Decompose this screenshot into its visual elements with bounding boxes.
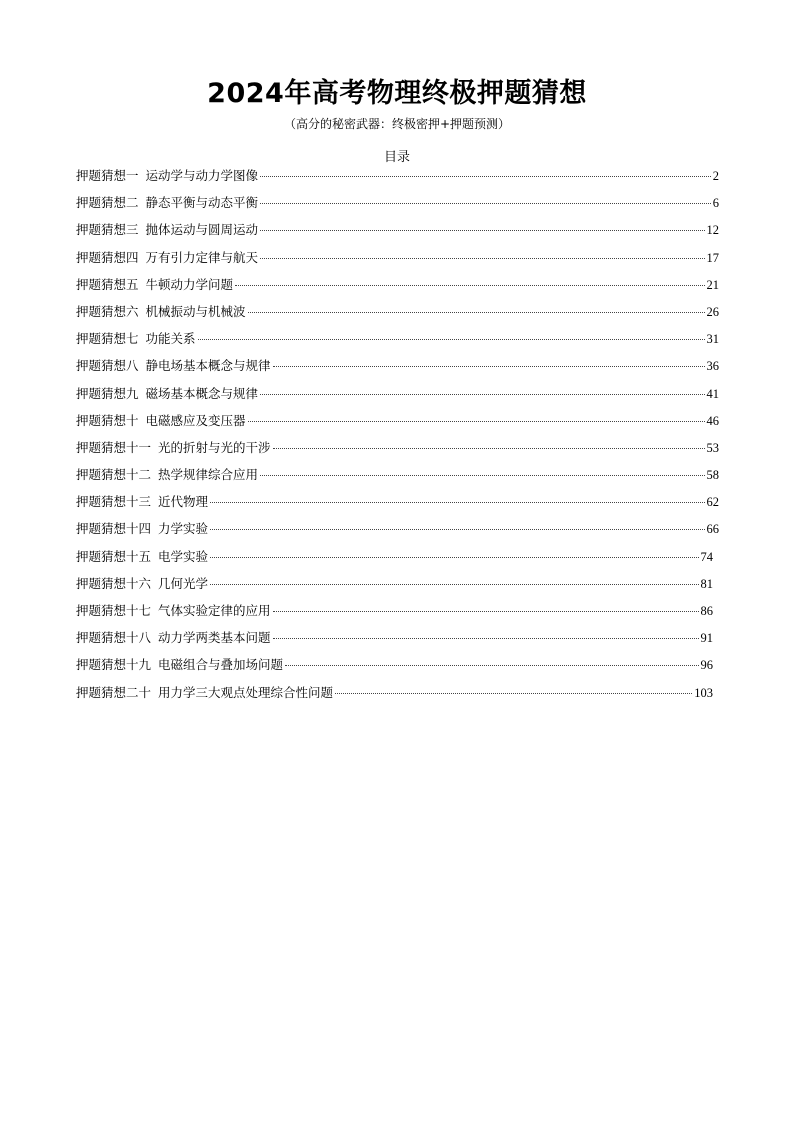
document-title: 2024年高考物理终极押题猜想 [207,78,587,109]
toc-entry[interactable] [76,492,719,519]
toc-dot-leader [260,475,704,476]
toc-entry-page: 21 [706,277,719,292]
toc-entry-topic: 功能关系 [145,331,196,347]
toc-entry-number: 押题猜想十五 [76,548,152,564]
toc-dot-leader [260,258,704,259]
toc-dot-leader [235,285,704,286]
toc-entry-number: 押题猜想九 [76,385,139,401]
toc-entry-topic: 几何光学 [158,575,209,591]
toc-entry-topic: 热学规律综合应用 [158,467,259,483]
toc-entry[interactable] [76,166,719,193]
toc-entry-page: 26 [706,304,719,319]
toc-entry[interactable] [76,329,719,356]
toc-entry[interactable] [76,465,719,492]
toc-dot-leader [285,665,698,666]
toc-entry-page: 17 [706,250,719,265]
toc-entry[interactable] [76,655,719,682]
toc-entry[interactable] [76,193,719,220]
toc-entry-number: 押题猜想二 [76,195,139,211]
toc-entry-number: 押题猜想十三 [76,494,152,510]
toc-entry-number: 押题猜想八 [76,358,139,374]
toc-entry[interactable] [76,438,719,465]
toc-entry-page: 31 [706,332,719,347]
toc-dot-leader [198,339,705,340]
toc-entry-topic: 万有引力定律与航天 [145,249,259,265]
table-of-contents [76,166,719,710]
toc-entry-topic: 用力学三大观点处理综合性问题 [158,684,334,700]
toc-dot-leader [248,421,705,422]
toc-entry-page: 58 [706,468,719,483]
toc-entry-number: 押题猜想六 [76,303,139,319]
toc-entry-number: 押题猜想一 [76,168,139,183]
toc-entry-page: 103 [694,685,713,700]
toc-entry-page: 46 [706,413,719,428]
toc-entry-page: 66 [706,522,719,537]
toc-entry-topic: 力学实验 [158,521,209,537]
toc-entry-page: 62 [706,495,719,510]
toc-dot-leader [273,638,699,639]
toc-entry[interactable] [76,220,719,247]
toc-entry[interactable] [76,683,719,710]
toc-heading: 目录 [383,150,410,165]
toc-entry-topic: 运动学与动力学图像 [145,168,259,183]
toc-entry[interactable] [76,302,719,329]
toc-entry-number: 押题猜想十八 [76,630,152,646]
document-subtitle: （高分的秘密武器：终极密押+押题预测） [283,117,511,131]
toc-dot-leader [260,203,711,204]
toc-entry-topic: 电磁组合与叠加场问题 [158,657,284,673]
toc-entry-topic: 静电场基本概念与规律 [145,358,271,374]
toc-entry-number: 押题猜想五 [76,276,139,292]
toc-entry-number: 押题猜想二十 [76,684,152,700]
toc-dot-leader [260,230,704,231]
toc-entry[interactable] [76,248,719,275]
toc-dot-leader [260,394,704,395]
toc-entry-topic: 动力学两类基本问题 [158,630,271,646]
toc-entry-topic: 近代物理 [158,494,209,510]
toc-entry[interactable] [76,628,719,655]
toc-entry-topic: 电学实验 [158,548,209,564]
toc-entry[interactable] [76,574,719,601]
toc-entry[interactable] [76,547,719,574]
toc-entry-number: 押题猜想七 [76,331,139,347]
toc-entry-topic: 气体实验定律的应用 [158,603,271,618]
toc-entry-page: 12 [706,223,719,238]
toc-entry-topic: 磁场基本概念与规律 [145,385,259,401]
toc-entry-page: 36 [706,359,719,374]
toc-entry[interactable] [76,519,719,546]
toc-dot-leader [248,312,705,313]
toc-entry-number: 押题猜想十二 [76,467,152,483]
toc-entry-topic: 抛体运动与圆周运动 [145,222,259,238]
toc-entry[interactable] [76,275,719,302]
toc-entry-number: 押题猜想十七 [76,603,152,618]
toc-entry-number: 押题猜想十四 [76,521,152,537]
toc-dot-leader [210,529,704,530]
toc-dot-leader [273,448,705,449]
toc-dot-leader [335,693,692,694]
toc-entry-page: 86 [700,604,713,618]
toc-entry-page: 74 [700,549,713,564]
toc-entry-page: 2 [712,169,719,183]
toc-dot-leader [210,502,704,503]
toc-entry-number: 押题猜想十 [76,412,139,428]
toc-dot-leader [210,557,698,558]
toc-entry-number: 押题猜想十六 [76,575,152,591]
toc-entry-topic: 静态平衡与动态平衡 [145,195,259,211]
toc-entry-topic: 电磁感应及变压器 [145,412,246,428]
toc-entry-number: 押题猜想三 [76,222,139,238]
toc-entry-number: 押题猜想四 [76,249,139,265]
toc-entry-number: 押题猜想十九 [76,657,152,673]
toc-dot-leader [273,611,699,612]
toc-dot-leader [210,584,698,585]
toc-entry[interactable] [76,411,719,438]
toc-entry-page: 41 [706,386,719,401]
toc-entry-page: 91 [700,631,713,646]
toc-entry-page: 96 [700,658,713,673]
toc-entry[interactable] [76,356,719,383]
toc-entry-topic: 光的折射与光的干涉 [158,439,271,455]
toc-entry-topic: 机械振动与机械波 [145,303,246,319]
toc-entry-page: 81 [700,576,713,591]
toc-entry[interactable] [76,384,719,411]
toc-entry-number: 押题猜想十一 [76,439,152,455]
toc-entry-topic: 牛顿动力学问题 [145,276,234,292]
toc-dot-leader [260,176,711,177]
toc-entry-page: 53 [706,440,719,455]
toc-entry[interactable] [76,601,719,628]
toc-dot-leader [273,366,705,367]
toc-entry-page: 6 [712,196,719,211]
